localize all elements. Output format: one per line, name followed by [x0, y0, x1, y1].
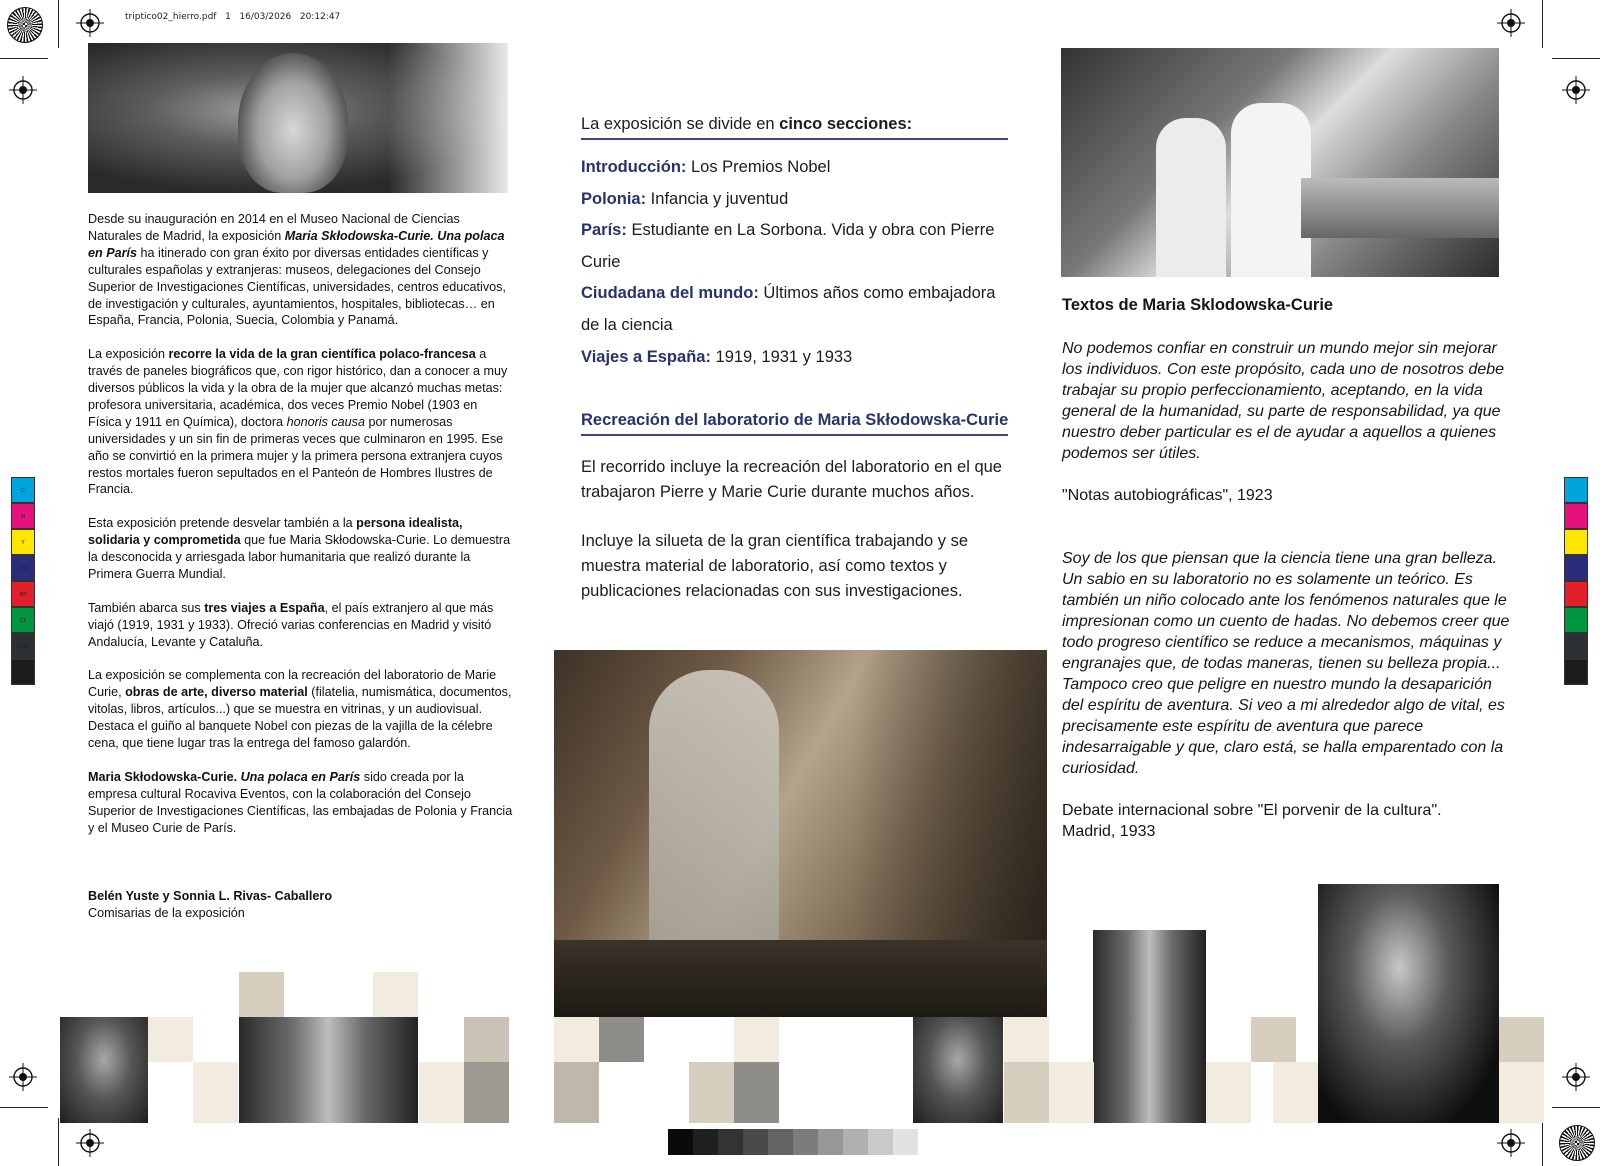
decorative-square	[1049, 1062, 1094, 1123]
divider-line	[581, 434, 1008, 436]
header-time: 20:12:47	[299, 12, 341, 22]
crop-mark	[0, 58, 48, 59]
text: por numerosas universidades y un sin fin de primeras veces que culminaron en 1995. Ese año se convirtió en la primera mujer y la primera persona extranjera cuyos restos mortales fueron sepultados en el Panteón de Hombres Ilustres de Francia.	[88, 414, 504, 497]
gray-step	[893, 1129, 918, 1155]
decorative-square	[1273, 1062, 1318, 1123]
decorative-square	[193, 1062, 238, 1123]
curator-role: Comisarias de la exposición	[88, 905, 245, 920]
gray-step	[768, 1129, 793, 1155]
swatch-cy	[1564, 607, 1588, 633]
quote-2: Soy de los que piensan que la ciencia tiene una gran belleza. Un sabio en su laboratorio no es solamente un teórico. Es también un niño colocado ante los fenómenos naturales que le impresionan como un cuento de hadas. No debemos creer que todo progreso científico se reduce a mecanismos, máquinas y engranajes que, de todas maneras, tienen su belleza propia... Tampoco creo que peligre en nuestro mundo la desaparición del espíritu de aventura. Si veo a mi alrededor algo de vital, es precisamente este espíritu de aventura que parece indesarraigable y que, claro está, se halla emparentado con la curiosidad.	[1062, 550, 1510, 777]
paragraph-idealist	[88, 515, 513, 583]
crop-mark	[1542, 1118, 1543, 1166]
quotes-title: Textos de Maria Sklodowska-Curie	[1062, 296, 1334, 314]
swatch-cmy: CMY	[11, 633, 35, 659]
curie-lab-photo	[1061, 48, 1499, 277]
swatch-yellow	[1564, 529, 1588, 555]
section-item	[581, 184, 1001, 216]
curator-names: Belén Yuste y Sonnia L. Rivas- Caballero	[88, 889, 333, 903]
grayscale-bar	[668, 1129, 918, 1155]
decorative-square	[734, 1017, 779, 1062]
color-bar-right	[1564, 477, 1588, 685]
decorative-square	[1004, 1017, 1049, 1062]
decorative-square	[1251, 1017, 1296, 1062]
text: La exposición se complementa con la recreación del laboratorio de Marie Curie,	[88, 668, 497, 700]
swatch-yellow: Y	[11, 529, 35, 555]
gray-step	[743, 1129, 768, 1155]
decorative-square	[1499, 1062, 1544, 1123]
text: La exposición	[88, 347, 169, 362]
paragraph-biography	[88, 346, 513, 498]
decorative-square	[419, 1062, 464, 1123]
text: La exposición se divide en	[581, 115, 780, 133]
section-item	[581, 342, 1001, 374]
quote-2-source	[1062, 800, 1517, 842]
sunburst-mark-top-left	[7, 7, 43, 43]
registration-mark-icon	[76, 9, 104, 37]
decorative-square	[1499, 1017, 1544, 1062]
section-item	[581, 215, 1001, 278]
curies-in-laboratory-photo	[1093, 930, 1206, 1123]
header-file: triptico02_hierro.pdf	[125, 12, 217, 22]
section-label: París:	[581, 221, 627, 240]
swatch-black	[1564, 659, 1588, 685]
swatch-cyan: C	[11, 477, 35, 503]
swatch-black: K	[11, 659, 35, 685]
decorative-square	[1004, 1062, 1049, 1123]
emphasis: tres viajes a España	[204, 600, 325, 615]
decorative-square	[554, 1062, 599, 1123]
swatch-cmy	[1564, 633, 1588, 659]
decorative-square	[689, 1062, 734, 1123]
sunburst-mark-bottom-right	[1559, 1125, 1595, 1161]
crop-mark	[1552, 1107, 1600, 1108]
left-column-text	[88, 211, 513, 853]
sections-list	[581, 152, 1001, 373]
registration-mark-icon	[1497, 9, 1525, 37]
text: que fue Maria Skłodowska-Curie. Lo demuestra la desconocida y arriesgada labor humanitaria que realizó durante la Primera Guerra Mundial.	[88, 533, 511, 581]
marie-curie-headshot-photo	[60, 1017, 148, 1123]
text: sido creada por la empresa cultural Rocaviva Eventos, con la colaboración del Consejo Superior de Investigaciones Científicas, las embajadas de Polonia y Francia y el Museo Curie de París.	[88, 769, 513, 835]
curators-signature	[88, 888, 332, 921]
decorative-square	[464, 1017, 509, 1062]
divider-line	[581, 138, 1008, 140]
swatch-magenta: M	[11, 503, 35, 529]
header-date: 16/03/2026	[239, 12, 292, 22]
gray-step	[868, 1129, 893, 1155]
section-label: Ciudadana del mundo:	[581, 284, 759, 303]
section-label: Polonia:	[581, 189, 647, 208]
text: ha itinerado con gran éxito por diversas entidades científicas y culturales españolas y extranjeras: museos, delegaciones del Consejo Superior de Investigaciones Científicas, universidades, centros educativos, de investigación y culturales, ayuntamientos, hospitales, bibliotecas… en España, Francia, Polonia, Suecia, Colombia y Panamá.	[88, 245, 506, 328]
decorative-square	[464, 1062, 509, 1123]
marie-curie-with-flask-photo	[1318, 884, 1499, 1123]
emphasis-italic: honoris causa	[286, 414, 365, 429]
text: También abarca sus	[88, 600, 205, 615]
lab-paragraph-1: El recorrido incluye la recreación del laboratorio en el que trabajaron Pierre y Marie Curie durante muchos años.	[581, 458, 1002, 501]
emphasis: obras de arte, diverso material	[125, 685, 308, 700]
swatch-cm	[1564, 555, 1588, 581]
paragraph-credits	[88, 769, 513, 837]
section-text: Estudiante en La Sorbona. Vida y obra con Pierre Curie	[581, 221, 995, 271]
text: Esta exposición pretende desvelar también a la	[88, 516, 357, 531]
exhibition-title: Una polaca en París	[240, 769, 361, 784]
decorative-square	[239, 972, 284, 1017]
crop-mark	[0, 1107, 48, 1108]
paragraph-inauguration	[88, 211, 513, 329]
decorative-square	[1206, 1062, 1251, 1123]
crop-mark	[58, 1118, 59, 1166]
pierre-curie-portrait-photo	[913, 1017, 1003, 1123]
section-label: Introducción:	[581, 158, 687, 176]
section-text: Infancia y juventud	[646, 189, 789, 208]
text: , el país extranjero al que más viajó (1919, 1931 y 1933). Ofreció varias conferencias en Madrid y visitó Andalucía, Levante y Cataluña.	[88, 600, 494, 649]
laboratory-recreation-photo	[554, 650, 1047, 1017]
lab-description	[581, 455, 1006, 603]
gray-step	[718, 1129, 743, 1155]
emphasis: recorre la vida de la gran científica polaco-francesa	[168, 347, 476, 362]
print-header	[125, 12, 340, 22]
color-bar-left	[11, 477, 35, 685]
text: Desde su inauguración en 2014 en el Museo Nacional de Ciencias Naturales de Madrid, la exposición	[88, 212, 460, 243]
registration-mark-icon	[1562, 1063, 1590, 1091]
section-item	[581, 152, 1001, 184]
gray-step	[818, 1129, 843, 1155]
crop-mark	[1542, 0, 1543, 48]
emphasis: Maria Skłodowska-Curie.	[88, 769, 241, 784]
sections-intro	[581, 115, 912, 134]
header-page: 1	[225, 12, 231, 22]
emphasis: cinco secciones:	[779, 115, 913, 133]
gray-step	[693, 1129, 718, 1155]
quote-1-source: "Notas autobiográficas", 1923	[1062, 487, 1273, 504]
exhibition-title: Maria Skłodowska-Curie. Una polaca en París	[88, 228, 505, 260]
text: a través de paneles biográficos que, con rigor histórico, dan a conocer a muy diversos públicos la vida y la obra de la mujer que alcanzó muchas metas: profesora universitaria, académica, dos veces Premio Nobel (1903 en Física y 1911 en Química), doctora	[88, 347, 508, 429]
decorative-square	[734, 1062, 779, 1123]
quote-2-source-line-1: Debate internacional sobre "El porvenir de la cultura".	[1062, 802, 1442, 819]
decorative-square	[148, 1017, 193, 1062]
emphasis: persona idealista, solidaria y comprometida	[88, 516, 463, 548]
swatch-magenta	[1564, 503, 1588, 529]
decorative-square	[599, 1017, 644, 1062]
swatch-cm: CM	[11, 555, 35, 581]
marie-curie-portrait-photo	[88, 43, 508, 193]
pierre-and-marie-curie-photo	[239, 1017, 418, 1123]
registration-mark-icon	[1562, 76, 1590, 104]
gray-step	[668, 1129, 693, 1155]
registration-mark-icon	[9, 1063, 37, 1091]
section-item	[581, 278, 1001, 341]
quote-2-source-line-2: Madrid, 1933	[1062, 823, 1156, 840]
decorative-square	[554, 1017, 599, 1062]
text: (filatelia, numismática, documentos, vitolas, libros, artículos...) que se muestra en vitrinas, y un audiovisual. Destaca el guiño al banquete Nobel con piezas de la vajilla de la célebre cena, que tiene lugar tras la entrega del famoso galardón.	[88, 685, 512, 751]
crop-mark	[1552, 58, 1600, 59]
quotes-block	[1062, 338, 1517, 842]
registration-mark-icon	[76, 1129, 104, 1157]
section-label: Viajes a España:	[581, 347, 711, 366]
quote-1: No podemos confiar en construir un mundo mejor sin mejorar los individuos. Con este propósito, cada uno de nosotros debe trabajar su propio perfeccionamiento, aceptando, en la vida general de la humanidad, su parte de responsabilidad, ya que nuestro deber particular es el de ayudar a aquellos a quienes podemos ser útiles.	[1062, 340, 1505, 462]
swatch-cy: CY	[11, 607, 35, 633]
gray-step	[843, 1129, 868, 1155]
crop-mark	[58, 0, 59, 48]
paragraph-complement	[88, 667, 513, 752]
section-text: 1919, 1931 y 1933	[710, 347, 853, 366]
section-text: Los Premios Nobel	[686, 158, 831, 176]
lab-paragraph-2: Incluye la silueta de la gran científica trabajando y se muestra material de laboratorio, así como textos y publicaciones relacionadas con sus investigaciones.	[581, 532, 969, 600]
paragraph-spain-trips	[88, 600, 513, 651]
swatch-my	[1564, 581, 1588, 607]
swatch-cyan	[1564, 477, 1588, 503]
gray-step	[793, 1129, 818, 1155]
swatch-my: MY	[11, 581, 35, 607]
lab-section-title: Recreación del laboratorio de Maria Skłodowska-Curie	[581, 411, 1009, 429]
registration-mark-icon	[1497, 1129, 1525, 1157]
decorative-square	[373, 972, 418, 1017]
section-text: Últimos años como embajadora de la ciencia	[581, 284, 996, 334]
registration-mark-icon	[9, 76, 37, 104]
